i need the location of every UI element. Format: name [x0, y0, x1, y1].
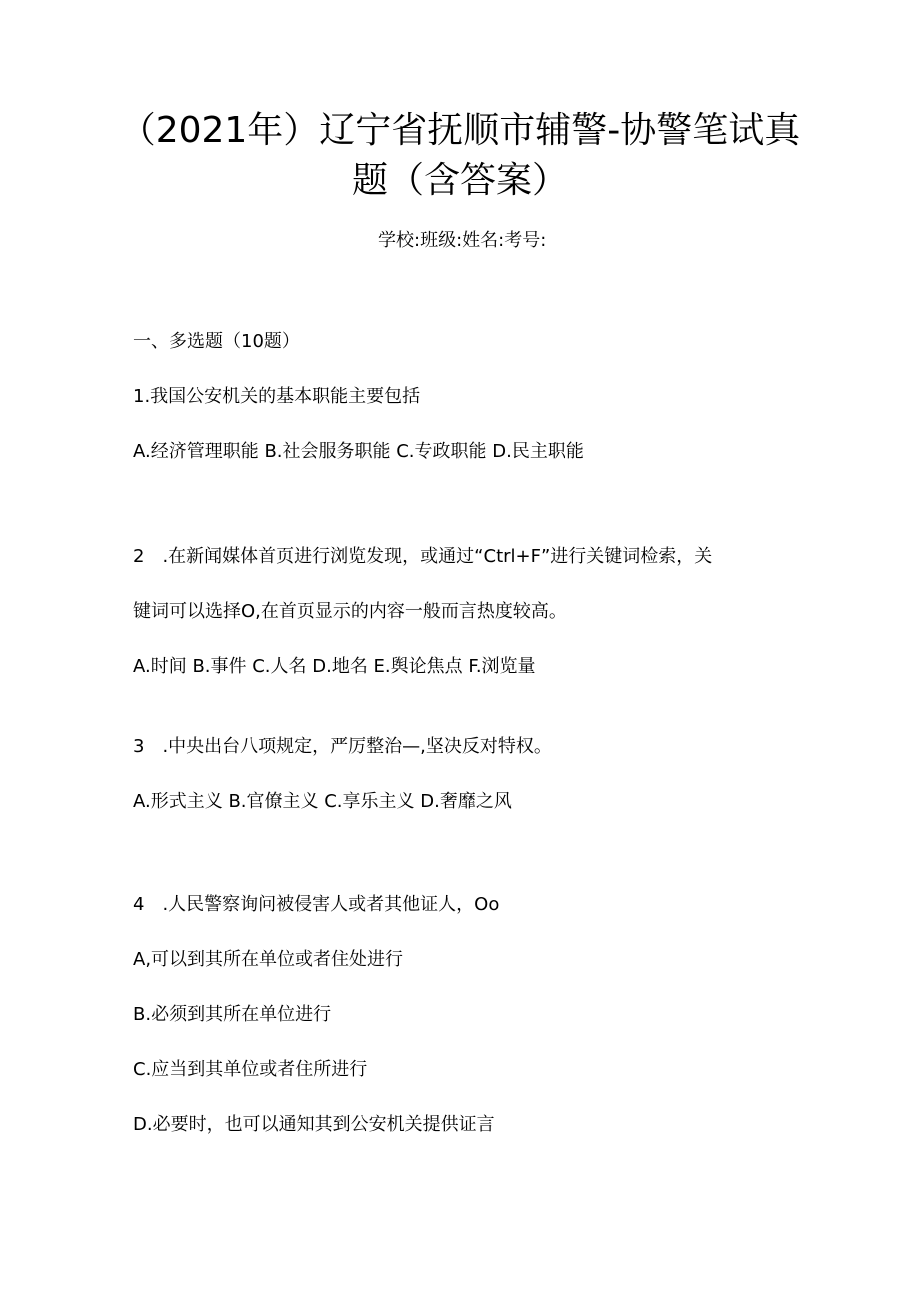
document-title-line-2: 题（含答案）: [351, 160, 568, 201]
document-title-line-1: （2021年）辽宁省抚顺市辅警-协警笔试真: [119, 110, 801, 151]
question-3-options: A.形式主义 B.官僚主义 C.享乐主义 D.奢靡之风: [133, 791, 512, 812]
question-4-option-c: C.应当到其单位或者住所进行: [133, 1059, 368, 1080]
question-1-stem: 1.我国公安机关的基本职能主要包括: [133, 386, 421, 407]
question-3-stem: 3 .中央出台八项规定，严厉整治—,坚决反对特权。: [133, 736, 552, 757]
question-4-stem: 4 .人民警察询问被侵害人或者其他证人，Oo: [133, 894, 500, 915]
question-2-stem-line-1: 2 .在新闻媒体首页进行浏览发现，或通过“Ctrl+F”进行关键词检索，关: [133, 546, 713, 567]
question-2-stem-line-2: 键词可以选择O,在首页显示的内容一般而言热度较高。: [133, 601, 567, 622]
section-heading: 一、多选题（10题）: [133, 331, 300, 352]
question-4-option-b: B.必须到其所在单位进行: [133, 1004, 332, 1025]
question-4-option-d: D.必要时，也可以通知其到公安机关提供证言: [133, 1114, 495, 1135]
question-4-option-a: A,可以到其所在单位或者住处进行: [133, 949, 404, 970]
question-2-options: A.时间 B.事件 C.人名 D.地名 E.舆论焦点 F.浏览量: [133, 656, 536, 677]
question-1-options: A.经济管理职能 B.社会服务职能 C.专政职能 D.民主职能: [133, 441, 584, 462]
student-info-line: 学校:班级:姓名:考号:: [378, 230, 547, 251]
